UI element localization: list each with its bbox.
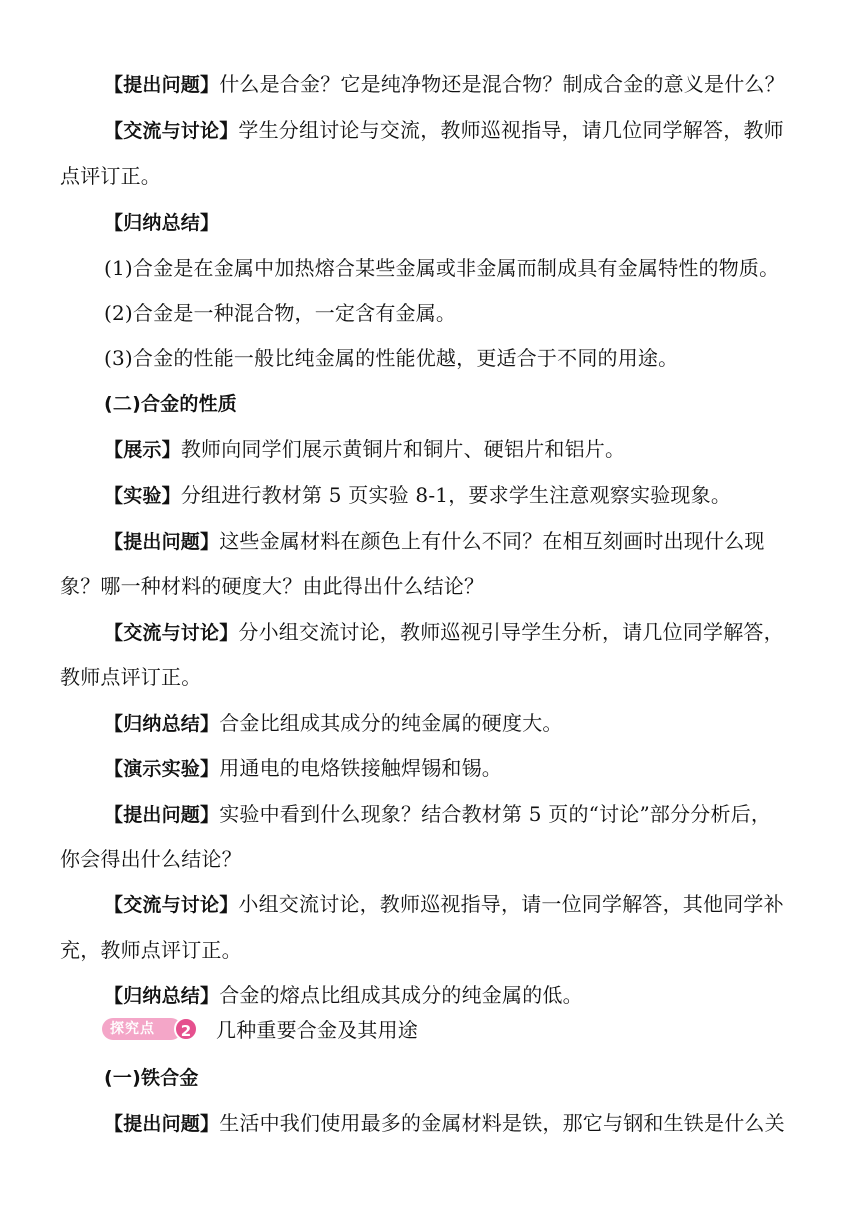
paragraph-text: 生活中我们使用最多的金属材料是铁，那它与钢和生铁是什么关 <box>219 1111 785 1135</box>
paragraph-question-2 <box>104 527 802 556</box>
paragraph-discussion-1 <box>104 116 802 145</box>
paragraph-text: 什么是合金？它是纯净物还是混合物？制成合金的意义是什么？ <box>219 72 785 96</box>
paragraph-continuation: 点评订正。 <box>60 164 161 188</box>
summary-point-2: (2)合金是一种混合物，一定含有金属。 <box>104 301 457 325</box>
paragraph-continuation: 教师点评订正。 <box>60 665 202 689</box>
tag-label: 【实验】 <box>104 485 181 507</box>
paragraph-summary-melting-point <box>104 981 802 1010</box>
paragraph-text: 学生分组讨论与交流，教师巡视指导，请几位同学解答，教师 <box>238 118 784 142</box>
heading-text: (二)合金的性质 <box>104 393 237 415</box>
explore-point-number: 2 <box>174 1017 198 1041</box>
tag-label: 【提出问题】 <box>104 74 220 96</box>
paragraph-question-1 <box>104 70 802 99</box>
tag-label: 【交流与讨论】 <box>104 120 239 142</box>
paragraph-text: 实验中看到什么现象？结合教材第 5 页的“讨论”部分分析后， <box>219 802 772 826</box>
tag-label: 【交流与讨论】 <box>104 622 239 644</box>
paragraph-text: 合金的熔点比组成其成分的纯金属的低。 <box>219 983 583 1007</box>
paragraph-text: 这些金属材料在颜色上有什么不同？在相互刻画时出现什么现 <box>219 529 765 553</box>
paragraph-experiment <box>104 481 802 510</box>
paragraph-discussion-2 <box>104 618 802 647</box>
paragraph-question-3 <box>104 800 802 829</box>
tag-label: 【归纳总结】 <box>104 713 220 735</box>
tag-label: 【提出问题】 <box>104 804 220 826</box>
paragraph-continuation: 你会得出什么结论？ <box>60 847 242 871</box>
tag-label: 【提出问题】 <box>104 531 220 553</box>
paragraph-discussion-3 <box>104 890 802 919</box>
paragraph-text: 用通电的电烙铁接触焊锡和锡。 <box>219 756 503 780</box>
paragraph-text: 教师向同学们展示黄铜片和铜片、硬铝片和铝片。 <box>180 437 626 461</box>
summary-heading <box>104 208 802 237</box>
explore-point-badge <box>102 1018 202 1042</box>
paragraph-summary-hardness <box>104 709 802 738</box>
explore-point-label: 探究点 <box>102 1018 182 1040</box>
paragraph-text: 小组交流讨论，教师巡视指导，请一位同学解答，其他同学补 <box>238 892 784 916</box>
tag-label: 【展示】 <box>104 439 181 461</box>
section-heading-iron-alloy <box>104 1063 802 1092</box>
paragraph-text: 分组进行教材第 5 页实验 8-1，要求学生注意观察实验现象。 <box>180 483 732 507</box>
tag-label: 【归纳总结】 <box>104 985 220 1007</box>
heading-text: (一)铁合金 <box>104 1067 199 1089</box>
paragraph-show <box>104 435 802 464</box>
summary-point-3: (3)合金的性能一般比纯金属的性能优越，更适合于不同的用途。 <box>104 346 679 370</box>
summary-point-1: (1)合金是在金属中加热熔合某些金属或非金属而制成具有金属特性的物质。 <box>104 256 780 280</box>
section-heading-alloy-properties <box>104 389 802 418</box>
paragraph-text: 合金比组成其成分的纯金属的硬度大。 <box>219 711 563 735</box>
tag-label: 【演示实验】 <box>104 758 220 780</box>
tag-label: 【提出问题】 <box>104 1113 220 1135</box>
paragraph-continuation: 象？哪一种材料的硬度大？由此得出什么结论？ <box>60 574 485 598</box>
paragraph-text: 分小组交流讨论，教师巡视引导学生分析，请几位同学解答， <box>238 620 784 644</box>
tag-label: 【归纳总结】 <box>104 212 220 234</box>
paragraph-continuation: 充，教师点评订正。 <box>60 938 242 962</box>
section-title-important-alloys: 几种重要合金及其用途 <box>216 1018 418 1042</box>
paragraph-demo-experiment <box>104 754 802 783</box>
tag-label: 【交流与讨论】 <box>104 894 239 916</box>
paragraph-question-4 <box>104 1109 802 1138</box>
